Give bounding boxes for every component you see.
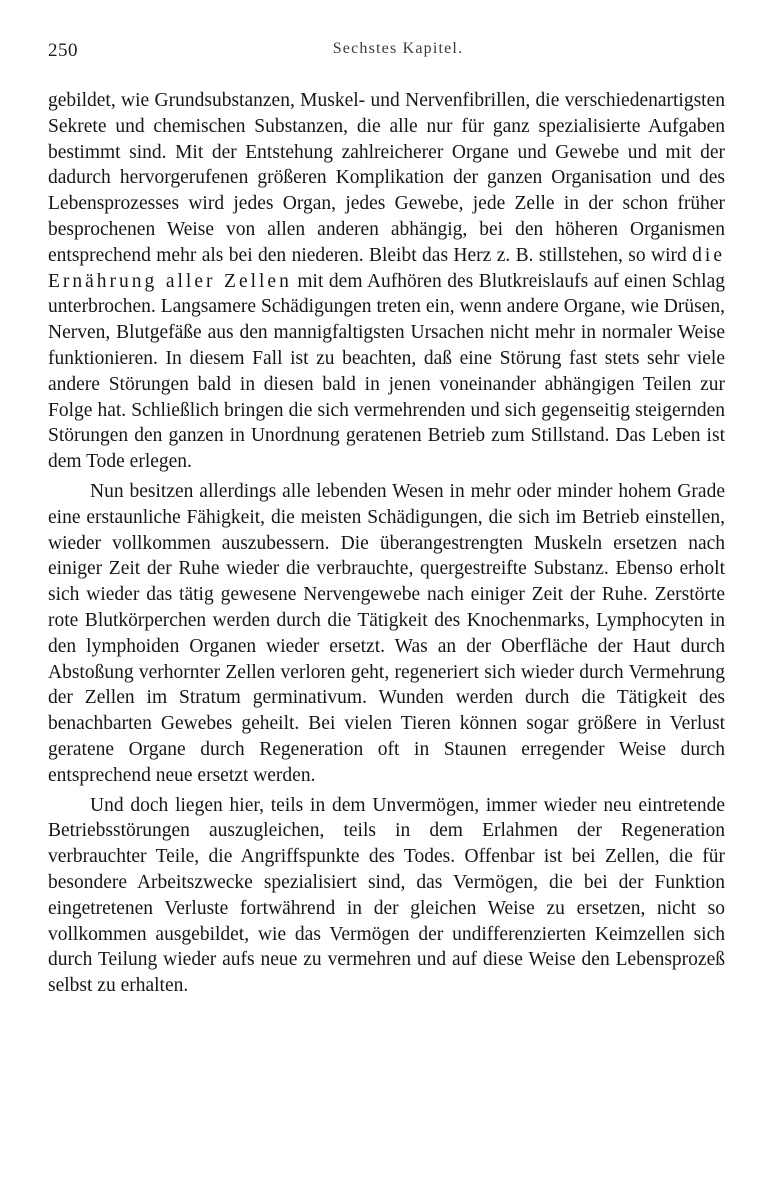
paragraph-1-text-end: mit dem Aufhören des Blutkreislaufs auf einen Schlag unterbrochen. Langsamere Schädigungen treten ein, wenn andere Organe, wie Drüsen, Nerven, Blutgefäße aus den mannigfaltigsten Ursachen nicht mehr in normaler Weise funktionieren. In diesem Fall ist zu beachten, daß eine Störung fast stets sehr viele andere Störungen bald in diesen bald in jenen voneinander abhängigen Teilen zur Folge hat. Schließlich bringen die sich vermehrenden und sich gegenseitig steigernden Störungen den ganzen in Unordnung geratenen Betrieb zum Stillstand. Das Leben ist dem Tode erlegen. xyxy=(48,270,726,473)
paragraph-1 xyxy=(48,88,725,475)
paragraph-3: Und doch liegen hier, teils in dem Unvermögen, immer wieder neu eintretende Betriebsstörungen auszugleichen, teils in dem Erlahmen der Regeneration verbrauchter Teile, die Angriffspunkte des Todes. Offenbar ist bei Zellen, die für besondere Arbeitszwecke spezialisiert sind, das Vermögen, die bei der Funktion eingetretenen Verluste fortwährend in der gleichen Weise zu ersetzen, nicht so vollkommen ausgebildet, wie das Vermögen der undifferenzierten Keimzellen sich durch Teilung wieder aufs neue zu vermehren und auf diese Weise den Lebensprozeß selbst zu erhalten. xyxy=(48,794,725,997)
emphasized-phrase: die Ernährung aller Zellen xyxy=(48,244,725,292)
chapter-title: Sechstes Kapitel. xyxy=(332,40,464,57)
running-head xyxy=(48,40,725,68)
page-number: 250 xyxy=(48,40,78,61)
paragraph-2: Nun besitzen allerdings alle lebenden Wesen in mehr oder minder hohem Grade eine erstaunliche Fähigkeit, die meisten Schädigungen, die sich im Betrieb einstellen, wieder vollkommen auszubessern. Die überangestrengten Muskeln ersetzen nach einiger Zeit der Ruhe wieder die verbrauchte, quergestreifte Substanz. Ebenso erholt sich wieder das tätig gewesene Nervengewebe nach einiger Zeit der Ruhe. Zerstörte rote Blutkörperchen werden durch die Tätigkeit des Knochenmarks, Lymphocyten in den lymphoiden Organen wieder ersetzt. Was an der Oberfläche der Haut durch Abstoßung verhornter Zellen verloren geht, regeneriert sich wieder durch Vermehrung der Zellen im Stratum germinativum. Wunden werden durch die Tätigkeit des benachbarten Gewebes geheilt. Bei vielen Tieren können sogar größere in Verlust geratene Organe durch Regeneration oft in Staunen erregender Weise durch entsprechend neue ersetzt werden. xyxy=(48,480,725,786)
paragraph-1-text-start: gebildet, wie Grundsubstanzen, Muskel- und Nervenfibrillen, die verschiedenartigsten Sekrete und chemischen Substanzen, die alle nur für ganz spezialisierte Aufgaben bestimmt sind. Mit der Entstehung zahlreicherer Organe und Gewebe und mit der dadurch hervorgerufenen größeren Komplikation der ganzen Organisation und des Lebensprozesses wird jedes Organ, jedes Gewebe, jede Zelle in der schon früher besprochenen Weise von allen anderen abhängig, bei den höheren Organismen entsprechend mehr als bei den niederen. Bleibt das Herz z. B. stillstehen, so wird xyxy=(48,90,725,266)
body-text xyxy=(48,88,725,999)
